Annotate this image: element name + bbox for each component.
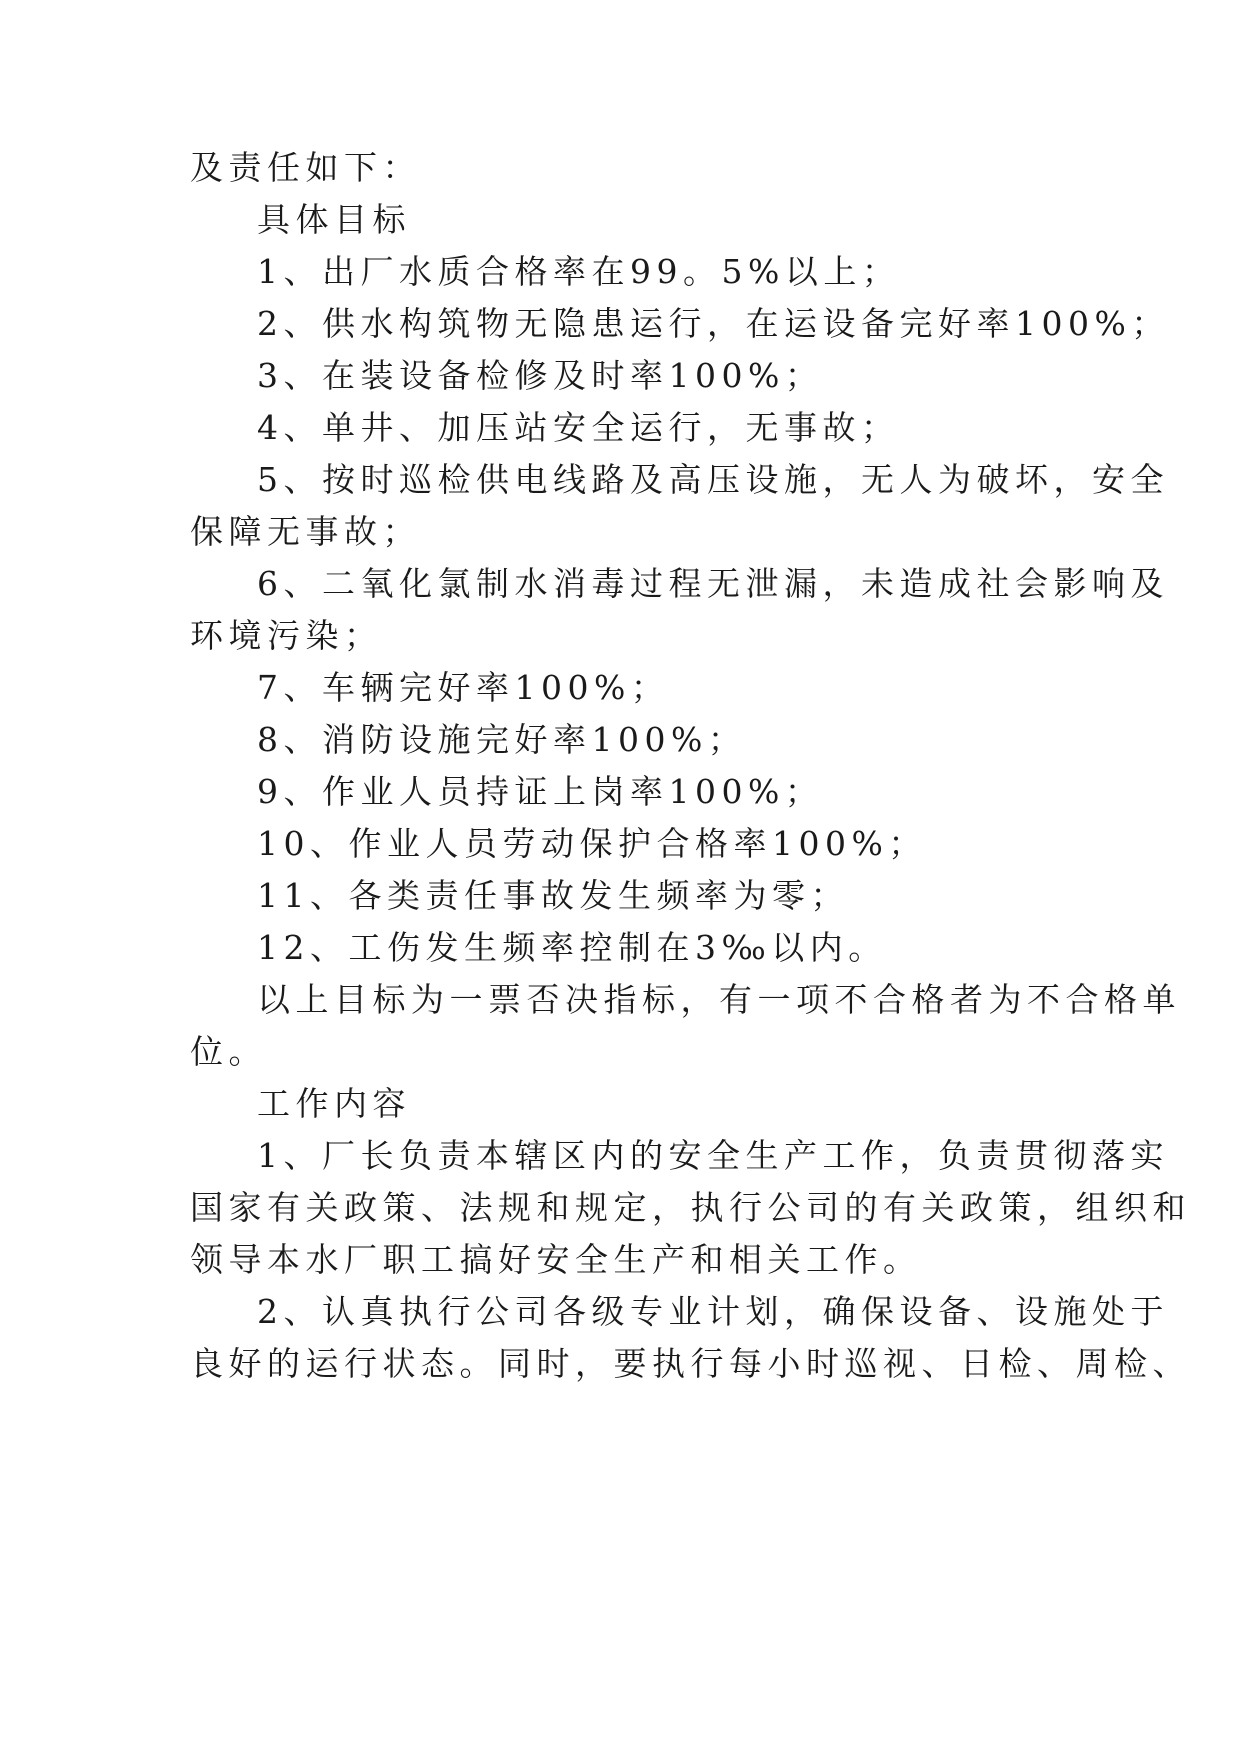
paragraph-line: 领导本水厂职工搞好安全生产和相关工作。 [190, 1240, 922, 1279]
list-item: 7、车辆完好率100%； [257, 668, 670, 707]
text-line: 及责任如下： [190, 148, 421, 187]
list-item: 10、作业人员劳动保护合格率100%； [257, 824, 927, 863]
list-item: 5、按时巡检供电线路及高压设施，无人为破坏，安全 [257, 460, 1169, 499]
list-item: 4、单井、加压站安全运行，无事故； [257, 408, 900, 447]
section-heading-work: 工作内容 [257, 1084, 411, 1123]
list-item-continuation: 环境污染； [190, 616, 383, 655]
list-item: 6、二氧化氯制水消毒过程无泄漏，未造成社会影响及 [257, 564, 1169, 603]
paragraph-line: 1、厂长负责本辖区内的安全生产工作，负责贯彻落实 [257, 1136, 1169, 1175]
list-item-continuation: 保障无事故； [190, 512, 421, 551]
list-item: 12、工伤发生频率控制在3‰以内。 [257, 928, 887, 967]
paragraph-line: 国家有关政策、法规和规定，执行公司的有关政策，组织和 [190, 1188, 1191, 1227]
list-item: 11、各类责任事故发生频率为零； [257, 876, 849, 915]
list-item: 3、在装设备检修及时率100%； [257, 356, 824, 395]
list-item: 8、消防设施完好率100%； [257, 720, 747, 759]
paragraph-line: 以上目标为一票否决指标，有一项不合格者为不合格单 [257, 980, 1181, 1019]
section-heading-targets: 具体目标 [257, 200, 411, 239]
list-item: 2、供水构筑物无隐患运行，在运设备完好率100%； [257, 304, 1170, 343]
list-item: 9、作业人员持证上岗率100%； [257, 772, 824, 811]
paragraph-line: 良好的运行状态。同时，要执行每小时巡视、日检、周检、 [190, 1344, 1191, 1383]
paragraph-line: 位。 [190, 1032, 267, 1071]
list-item: 1、出厂水质合格率在99。5%以上； [257, 252, 901, 291]
paragraph-line: 2、认真执行公司各级专业计划，确保设备、设施处于 [257, 1292, 1169, 1331]
